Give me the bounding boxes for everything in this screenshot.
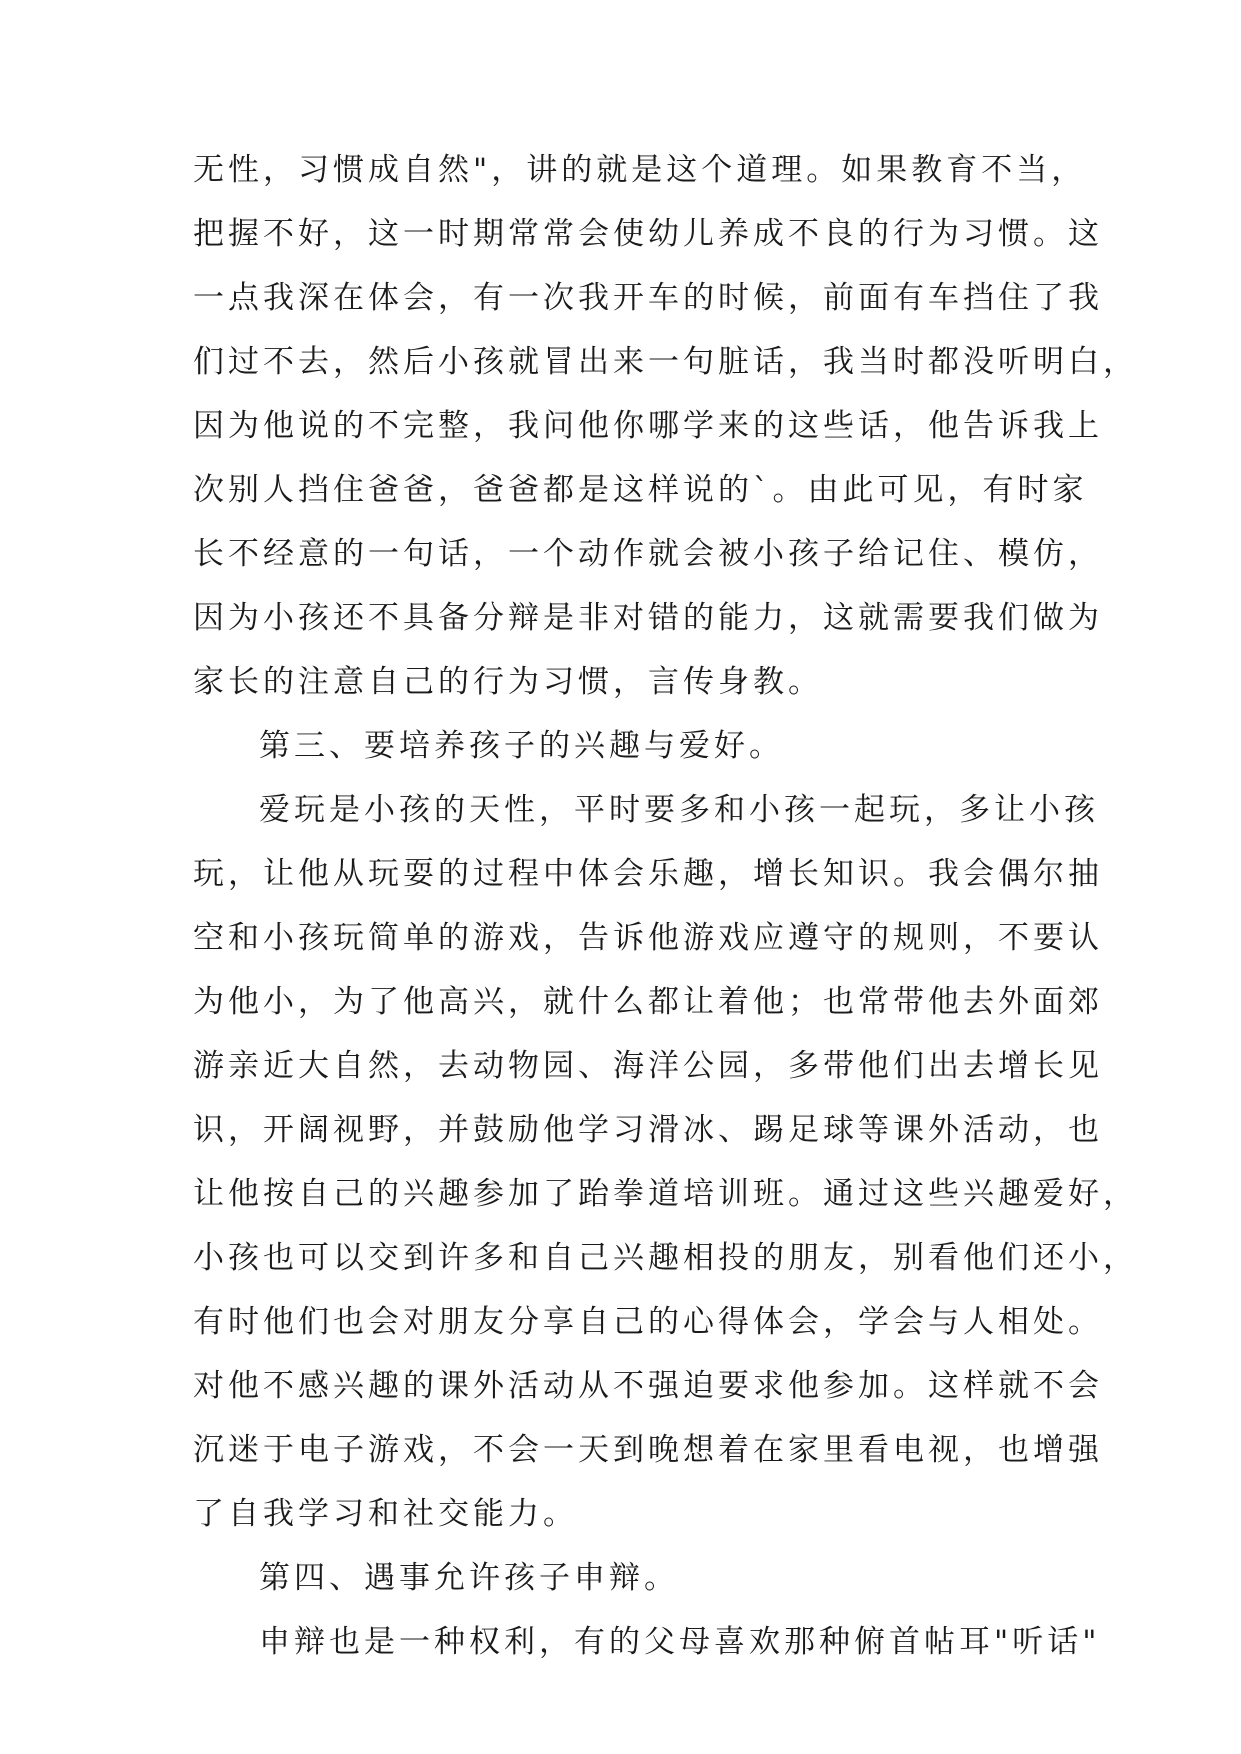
text-line: 有时他们也会对朋友分享自己的心得体会，学会与人相处。 [193,1304,1103,1340]
text-line: 沉迷于电子游戏，不会一天到晚想着在家里看电视，也增强 [193,1432,1103,1468]
text-line: 让他按自己的兴趣参加了跆拳道培训班。通过这些兴趣爱好， [193,1176,1138,1212]
paragraph-start-line: 爱玩是小孩的天性，平时要多和小孩一起玩，多让小孩 [259,792,1099,828]
text-line: 家长的注意自己的行为习惯，言传身教。 [193,664,823,700]
paragraph-start-line: 申辩也是一种权利，有的父母喜欢那种俯首帖耳"听话" [259,1624,1101,1660]
section-heading: 第三、要培养孩子的兴趣与爱好。 [259,728,784,764]
text-line: 小孩也可以交到许多和自己兴趣相投的朋友，别看他们还小， [193,1240,1138,1276]
text-line: 游亲近大自然，去动物园、海洋公园，多带他们出去增长见 [193,1048,1103,1084]
text-line: 为他小，为了他高兴，就什么都让着他；也常带他去外面郊 [193,984,1103,1020]
text-line: 对他不感兴趣的课外活动从不强迫要求他参加。这样就不会 [193,1368,1103,1404]
text-line: 次别人挡住爸爸，爸爸都是这样说的`。由此可见，有时家 [193,472,1088,508]
text-line: 无性，习惯成自然"，讲的就是这个道理。如果教育不当， [193,152,1087,188]
text-line: 因为小孩还不具备分辩是非对错的能力，这就需要我们做为 [193,600,1103,636]
text-line: 一点我深在体会，有一次我开车的时候，前面有车挡住了我 [193,280,1103,316]
document-body [193,138,1138,1674]
text-line: 了自我学习和社交能力。 [193,1496,578,1532]
text-line: 因为他说的不完整，我问他你哪学来的这些话，他告诉我上 [193,408,1103,444]
text-line: 玩，让他从玩耍的过程中体会乐趣，增长知识。我会偶尔抽 [193,856,1103,892]
text-line: 长不经意的一句话，一个动作就会被小孩子给记住、模仿， [193,536,1103,572]
text-line: 们过不去，然后小孩就冒出来一句脏话，我当时都没听明白， [193,344,1138,380]
text-line: 识，开阔视野，并鼓励他学习滑冰、踢足球等课外活动，也 [193,1112,1103,1148]
text-line: 空和小孩玩简单的游戏，告诉他游戏应遵守的规则，不要认 [193,920,1103,956]
text-line: 把握不好，这一时期常常会使幼儿养成不良的行为习惯。这 [193,216,1103,252]
section-heading: 第四、遇事允许孩子申辩。 [259,1560,679,1596]
